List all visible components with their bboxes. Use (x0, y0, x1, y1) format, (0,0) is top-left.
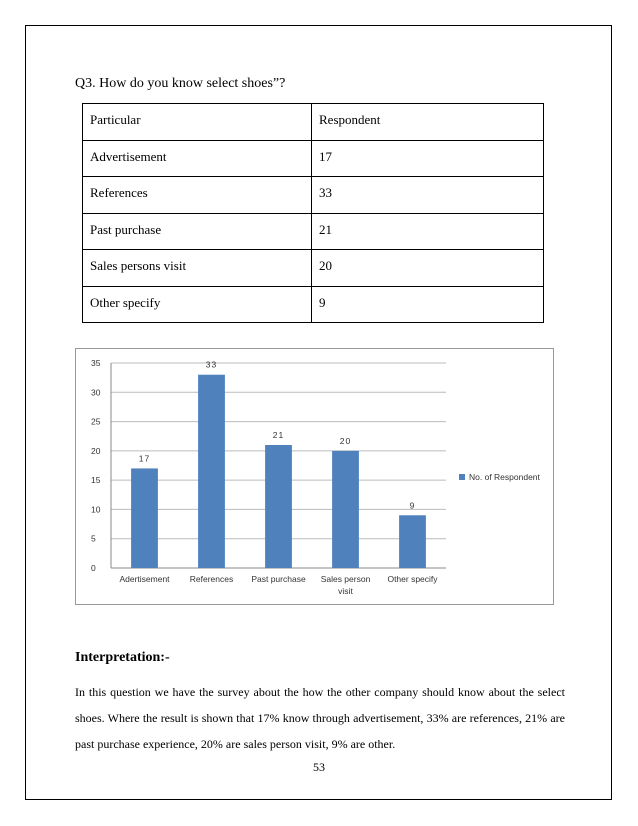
legend-label: No. of Respondent (469, 472, 540, 482)
cell-respondent: 9 (312, 286, 544, 323)
bar (198, 375, 225, 568)
legend-swatch (459, 474, 465, 480)
cell-respondent: 20 (312, 250, 544, 287)
cell-particular: References (83, 177, 312, 214)
cell-respondent: 33 (312, 177, 544, 214)
data-label: 21 (272, 430, 285, 440)
table-row (83, 286, 544, 323)
y-tick-label: 0 (91, 563, 96, 573)
page-number: 53 (313, 760, 325, 774)
table-row (83, 250, 544, 287)
y-tick-label: 10 (91, 504, 101, 515)
interpretation-title: Interpretation:- (75, 650, 170, 665)
data-label: 9 (409, 500, 416, 511)
data-label: 17 (138, 453, 151, 464)
y-tick-label: 25 (91, 416, 101, 427)
cell-particular: Advertisement (83, 140, 312, 177)
cell-respondent: 17 (312, 140, 544, 177)
y-tick-label: 20 (91, 445, 101, 456)
respondent-table (82, 103, 544, 323)
header-respondent: Respondent (312, 104, 544, 141)
header-particular: Particular (83, 104, 312, 141)
x-tick-label: References (189, 574, 234, 584)
bar-chart (75, 348, 554, 605)
x-tick-label: Past purchase (251, 574, 306, 584)
x-tick-label: Other specify (387, 574, 438, 584)
cell-respondent: 21 (312, 213, 544, 250)
table-header-row (83, 104, 544, 141)
table-row (83, 213, 544, 250)
bar-chart-svg (76, 349, 555, 606)
cell-particular: Sales persons visit (83, 250, 312, 287)
bar (265, 445, 292, 568)
table-row (83, 177, 544, 214)
bar (131, 468, 158, 568)
table-row (83, 140, 544, 177)
x-tick-label: Adertisement (119, 574, 170, 584)
cell-particular: Past purchase (83, 213, 312, 250)
y-tick-label: 15 (91, 475, 101, 486)
bar (332, 451, 359, 568)
x-tick-label: visit (338, 586, 353, 596)
y-tick-label: 5 (91, 533, 96, 544)
x-tick-label: Sales person (320, 574, 371, 584)
data-label: 20 (339, 435, 352, 446)
cell-particular: Other specify (83, 286, 312, 323)
data-label: 33 (205, 359, 218, 370)
interpretation-body: In this question we have the survey about the how the other company should know about the select shoes. Where the result is shown that 17% know through advertisement, 33% are references, 21% are past purchase experience, 20% are sales person visit, 9% are other. (75, 685, 565, 751)
bar (399, 515, 426, 568)
y-tick-label: 35 (91, 358, 101, 368)
y-tick-label: 30 (91, 387, 101, 398)
question-heading: Q3. How do you know select shoes”? (75, 76, 286, 91)
